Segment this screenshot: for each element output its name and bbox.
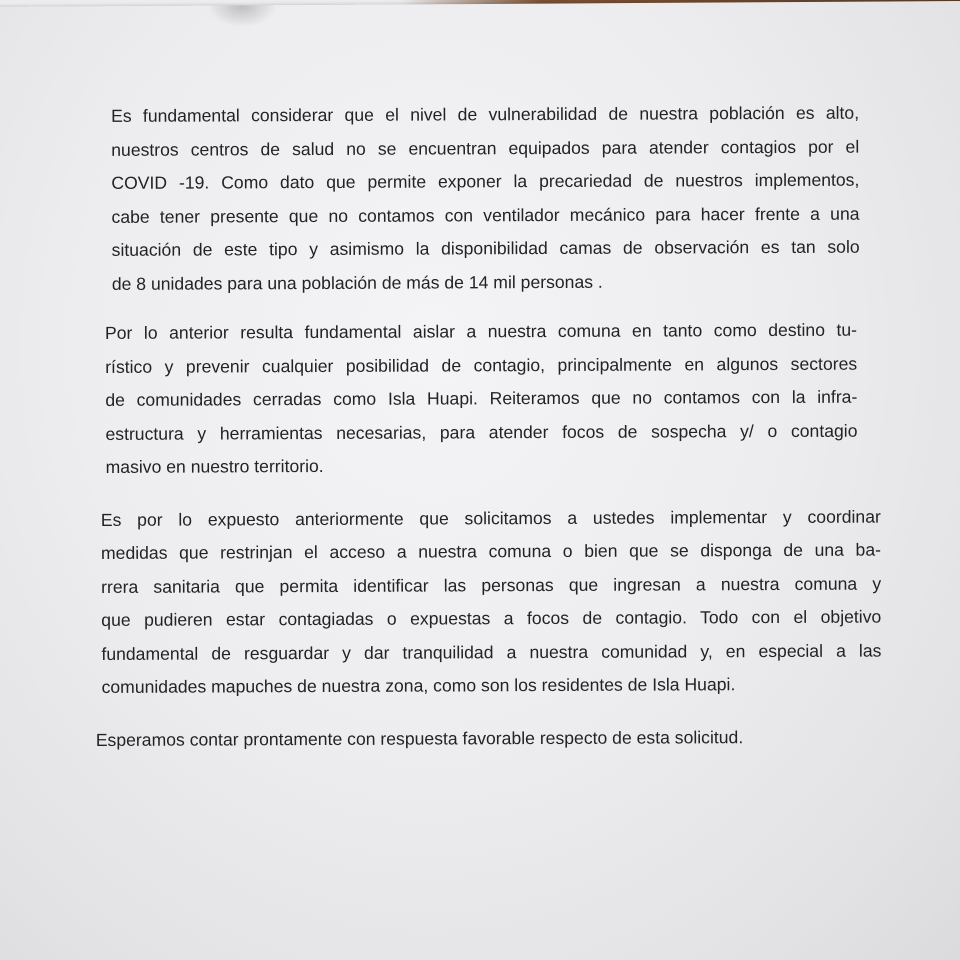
text-line: rístico y prevenir cualquier posibilidad de contagio, principalmente en algunos sectores [105,353,858,377]
paragraph-vulnerability [93,97,864,301]
text-line: situación de este tipo y asimismo la disponibilidad camas de observación es tan solo [111,236,860,260]
text-line: medidas que restrinjan el acceso a nuestra comuna o bien que se disponga de una ba- [100,539,882,563]
text-line: que pudieren estar contagiadas o expuestas a focos de contagio. Todo con el objetivo [101,606,882,630]
text-line: cabe tener presente que no contamos con ventilador mecánico para hacer frente a una [111,203,860,227]
text-line: comunidades mapuches de nuestra zona, como son los residentes de Isla Huapi. [101,674,736,697]
paragraph-request [95,500,882,704]
paragraph-isolation [94,314,866,485]
text-line: Por lo anterior resulta fundamental aislar a nuestra comuna en tanto como destino tu- [104,319,858,343]
text-line: COVID -19. Como dato que permite exponer la precariedad de nuestros implementos, [111,169,860,193]
text-line: masivo en nuestro territorio. [105,455,324,477]
text-line: nuestros centros de salud no se encuentran equipados para atender contagios por el [111,136,860,160]
text-line: estructura y herramientas necesarias, para atender focos de sospecha y/ o contagio [105,420,858,444]
paper-fold-shadow [207,5,277,27]
paragraph-closing [96,720,871,757]
text-line: de comunidades cerradas como Isla Huapi. Reiteramos que no contamos con la infra- [105,386,858,410]
text-line: Es fundamental considerar que el nivel de vulnerabilidad de nuestra población es alto, [111,102,860,126]
text-line: de 8 unidades para una población de más de 14 mil personas . [111,271,603,294]
letter-body [93,97,882,757]
text-line: rrera sanitaria que permita identificar las personas que ingresan a nuestra comuna y [101,573,882,597]
text-line: fundamental de resguardar y dar tranquilidad a nuestra comunidad y, en especial a las [101,640,882,664]
text-line: Es por lo expuesto anteriormente que solicitamos a ustedes implementar y coordinar [100,506,881,530]
text-line: Esperamos contar prontamente con respuesta favorable respecto de esta solicitud. [95,726,744,750]
